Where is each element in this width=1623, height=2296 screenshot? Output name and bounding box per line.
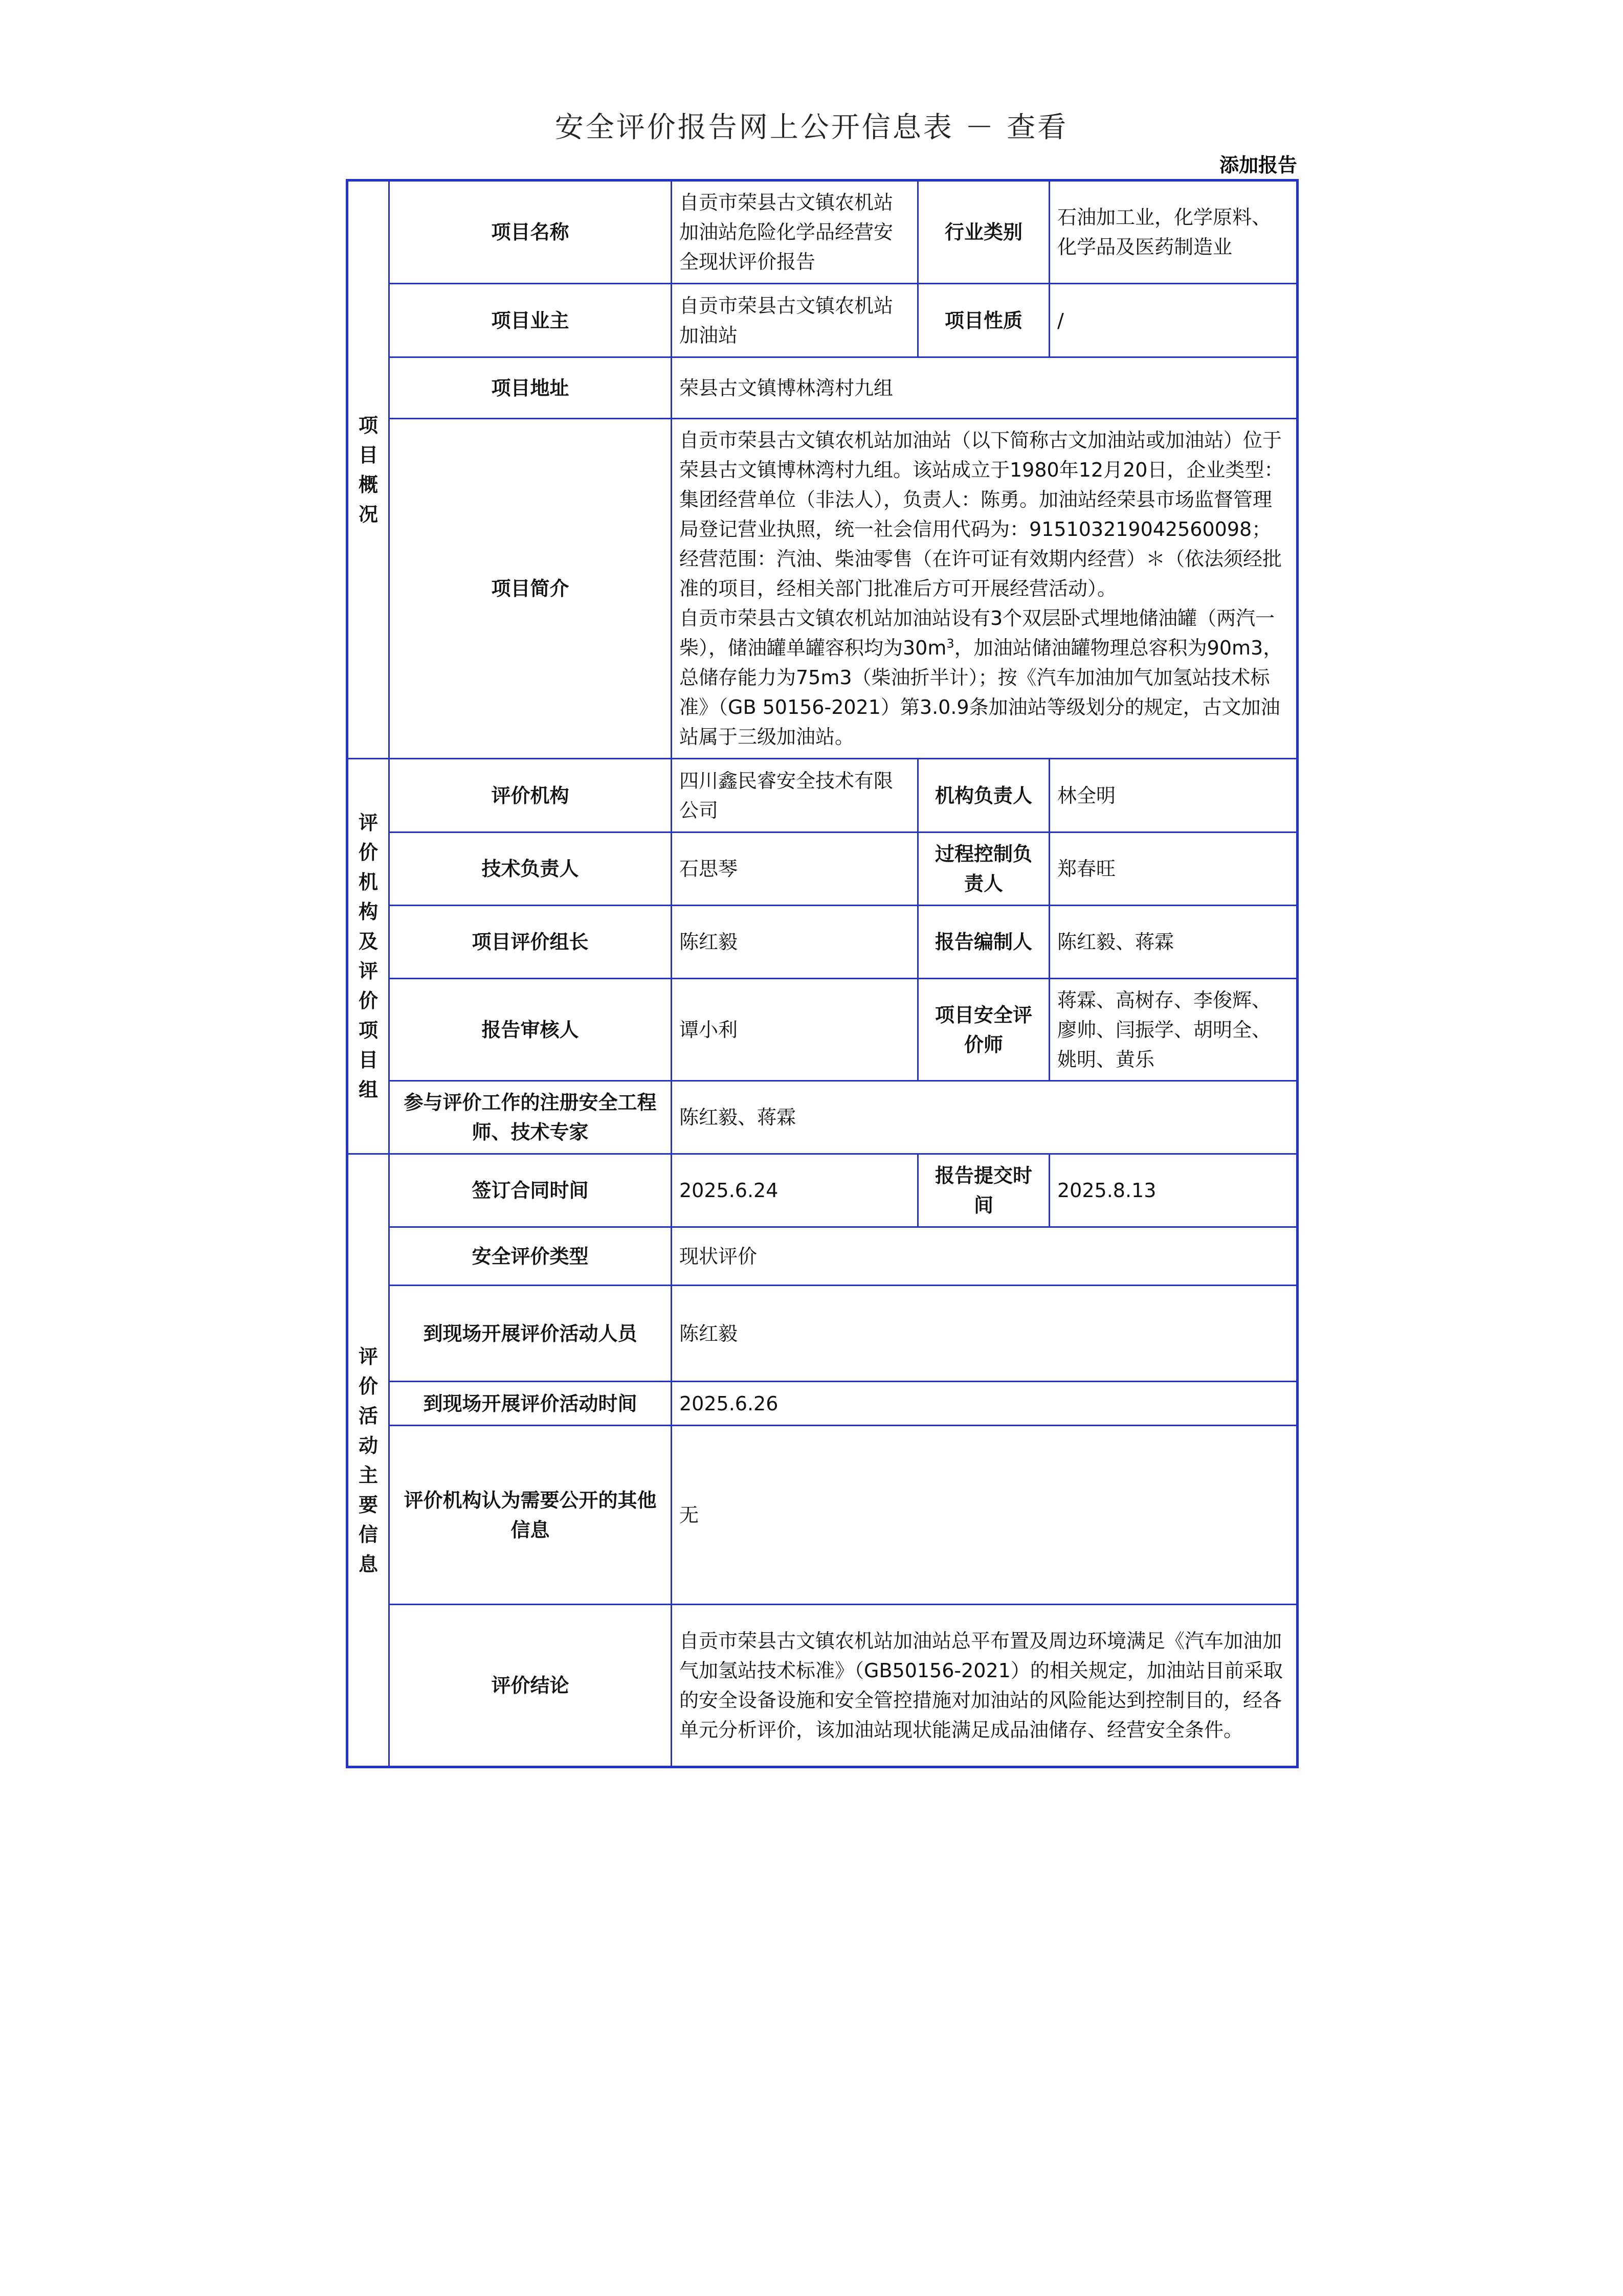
table-row (347, 1286, 1298, 1382)
section-overview: 项目概况 (347, 181, 389, 759)
agency-label: 评价机构 (389, 759, 672, 832)
experts-value: 陈红毅、蒋霖 (672, 1081, 1298, 1154)
contract-time-value: 2025.6.24 (672, 1154, 918, 1227)
table-row (347, 906, 1298, 979)
project-name-label: 项目名称 (389, 181, 672, 284)
table-row (347, 1227, 1298, 1286)
intro-paragraph-1: 自贡市荣县古文镇农机站加油站（以下简称古文加油站或加油站）位于荣县古文镇博林湾村九组。该站成立于1980年12月20日，企业类型：集团经营单位（非法人），负责人：陈勇。加油站经荣县市场监督管理局登记营业执照，统一社会信用代码为：915103219042560098；经营范围：汽油、柴油零售（在许可证有效期内经营）＊（依法须经批准的项目，经相关部门批准后方可开展经营活动）。 (679, 429, 1284, 600)
intro-label: 项目简介 (389, 419, 672, 759)
table-row (347, 1154, 1298, 1227)
onsite-people-value: 陈红毅 (672, 1286, 1298, 1382)
table-row (347, 1382, 1298, 1426)
type-label: 安全评价类型 (389, 1227, 672, 1286)
tech-head-label: 技术负责人 (389, 832, 672, 906)
owner-label: 项目业主 (389, 284, 672, 357)
writer-label: 报告编制人 (918, 906, 1050, 979)
process-head-value: 郑春旺 (1050, 832, 1298, 906)
industry-value: 石油加工业，化学原料、化学品及医药制造业 (1050, 181, 1298, 284)
table-row (347, 357, 1298, 419)
project-name-value: 自贡市荣县古文镇农机站加油站危险化学品经营安全现状评价报告 (672, 181, 918, 284)
add-report-link[interactable]: 添加报告 (1219, 154, 1297, 176)
onsite-time-value: 2025.6.26 (672, 1382, 1298, 1426)
owner-value: 自贡市荣县古文镇农机站加油站 (672, 284, 918, 357)
assessors-label: 项目安全评价师 (918, 979, 1050, 1081)
agency-value: 四川鑫民睿安全技术有限公司 (672, 759, 918, 832)
nature-label: 项目性质 (918, 284, 1050, 357)
table-row (347, 284, 1298, 357)
assessors-value: 蒋霖、高树存、李俊辉、廖帅、闫振学、胡明全、姚明、黄乐 (1050, 979, 1298, 1081)
reviewer-label: 报告审核人 (389, 979, 672, 1081)
section-activity: 评价活动主要信息 (347, 1154, 389, 1767)
type-value: 现状评价 (672, 1227, 1298, 1286)
experts-label: 参与评价工作的注册安全工程师、技术专家 (389, 1081, 672, 1154)
intro-paragraph-2: 自贡市荣县古文镇农机站加油站设有3个双层卧式埋地储油罐（两汽一柴），储油罐单罐容积均为$30m^3$，加油站储油罐物理总容积为90m3，总储存能力为75m3（柴油折半计）；按《汽车加油加气加氢站技术标准》（GB 50156-2021）第3.0.9条加油站等级划分的规定，古文加油站属于三级加油站。 (679, 607, 1283, 748)
tech-head-value: 石思琴 (672, 832, 918, 906)
other-info-value: 无 (672, 1426, 1298, 1605)
table-row (347, 181, 1298, 284)
leader-value: 陈红毅 (672, 906, 918, 979)
info-table (346, 179, 1299, 1768)
onsite-people-label: 到现场开展评价活动人员 (389, 1286, 672, 1382)
onsite-time-label: 到现场开展评价活动时间 (389, 1382, 672, 1426)
contract-time-label: 签订合同时间 (389, 1154, 672, 1227)
conclusion-value: 自贡市荣县古文镇农机站加油站总平布置及周边环境满足《汽车加油加气加氢站技术标准》（GB50156-2021）的相关规定，加油站目前采取的安全设备设施和安全管控措施对加油站的风险能达到控制目的，经各单元分析评价，该加油站现状能满足成品油储存、经营安全条件。 (672, 1605, 1298, 1767)
table-row (347, 1426, 1298, 1605)
agency-head-label: 机构负责人 (918, 759, 1050, 832)
table-row (347, 759, 1298, 832)
nature-value: / (1050, 284, 1298, 357)
industry-label: 行业类别 (918, 181, 1050, 284)
intro-value (672, 419, 1298, 759)
leader-label: 项目评价组长 (389, 906, 672, 979)
submit-time-value: 2025.8.13 (1050, 1154, 1298, 1227)
table-row (347, 979, 1298, 1081)
agency-head-value: 林全明 (1050, 759, 1298, 832)
reviewer-value: 谭小利 (672, 979, 918, 1081)
table-row (347, 1605, 1298, 1767)
address-label: 项目地址 (389, 357, 672, 419)
page-title: 安全评价报告网上公开信息表 － 查看 (554, 111, 1069, 144)
writer-value: 陈红毅、蒋霖 (1050, 906, 1298, 979)
submit-time-label: 报告提交时间 (918, 1154, 1050, 1227)
section-org: 评价机构及评价项目组 (347, 759, 389, 1154)
other-info-label: 评价机构认为需要公开的其他信息 (389, 1426, 672, 1605)
table-row (347, 419, 1298, 759)
conclusion-label: 评价结论 (389, 1605, 672, 1767)
table-row (347, 1081, 1298, 1154)
table-row (347, 832, 1298, 906)
address-value: 荣县古文镇博林湾村九组 (672, 357, 1298, 419)
process-head-label: 过程控制负责人 (918, 832, 1050, 906)
